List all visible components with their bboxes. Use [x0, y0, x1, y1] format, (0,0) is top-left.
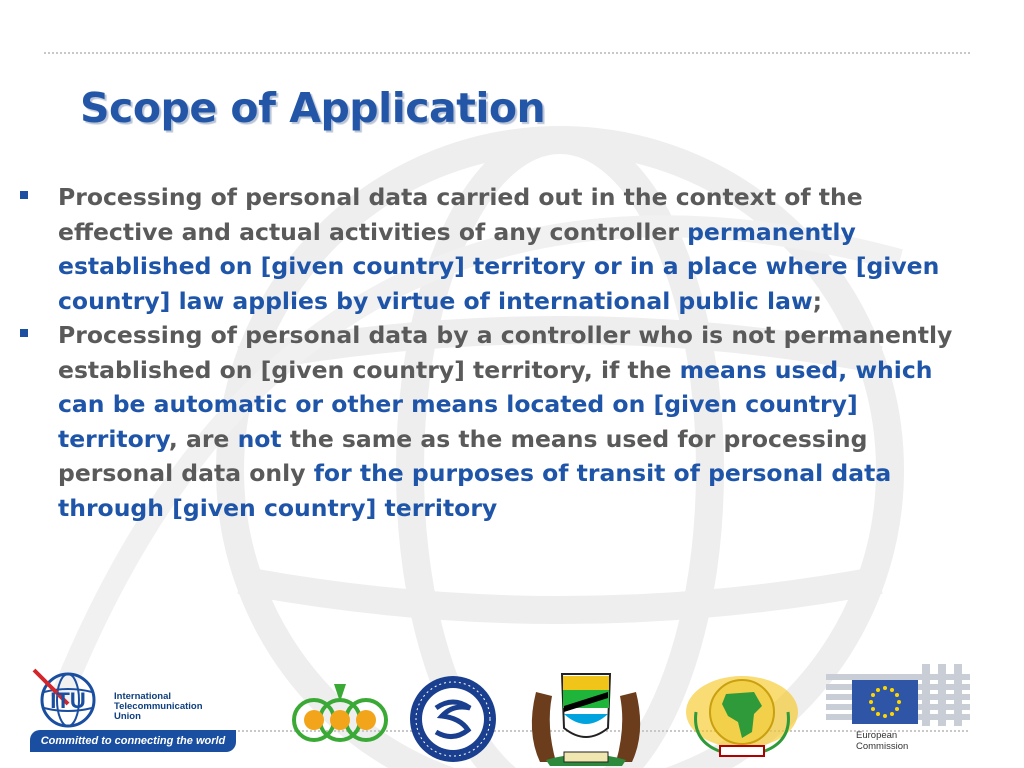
- body-text: ;: [812, 286, 823, 315]
- top-divider: [44, 52, 970, 54]
- body-text: Processing of personal data carried out in the context of the effective and actual activities of any controller: [58, 183, 863, 246]
- bullet-list: [20, 180, 980, 525]
- highlighted-text: for the purposes of transit of personal data through [given country] territory: [58, 459, 892, 522]
- svg-text:ITU: ITU: [50, 688, 86, 713]
- highlighted-text: not: [237, 424, 282, 453]
- eu-name: European Commission: [856, 730, 909, 752]
- european-commission-logo: [826, 664, 970, 760]
- bullet-marker: [20, 191, 28, 199]
- tanzania-coat-of-arms: [526, 662, 646, 766]
- bullet-item: [20, 318, 980, 525]
- bullet-marker: [20, 329, 28, 337]
- slide-title: Scope of Application: [80, 84, 546, 132]
- sadc-logo: [408, 674, 498, 764]
- itu-name: International Telecommunication Union: [114, 691, 203, 722]
- itu-slogan: Committed to connecting the world: [30, 730, 236, 752]
- african-union-logo: [682, 672, 802, 762]
- itu-globe-icon: [28, 664, 108, 732]
- highlighted-text: permanently established on [given country] territory or in a place where [given country] law applies by virtue of international public law: [58, 217, 940, 315]
- highlighted-text: means used, which can be automatic or other means located on [given country] territory: [58, 355, 933, 453]
- ecowas-logo: [288, 682, 392, 760]
- bullet-text: [58, 318, 980, 525]
- bullet-item: [20, 180, 980, 318]
- bullet-text: [58, 180, 980, 318]
- body-text: the same as the means used for processing personal data only: [58, 424, 868, 487]
- eu-building-icon: [826, 664, 970, 726]
- logo-strip: [0, 660, 1024, 768]
- body-text: Processing of personal data by a controller who is not permanently established on [given country] territory, if the: [58, 321, 953, 384]
- itu-logo: [28, 664, 236, 754]
- body-text: , are: [168, 424, 238, 453]
